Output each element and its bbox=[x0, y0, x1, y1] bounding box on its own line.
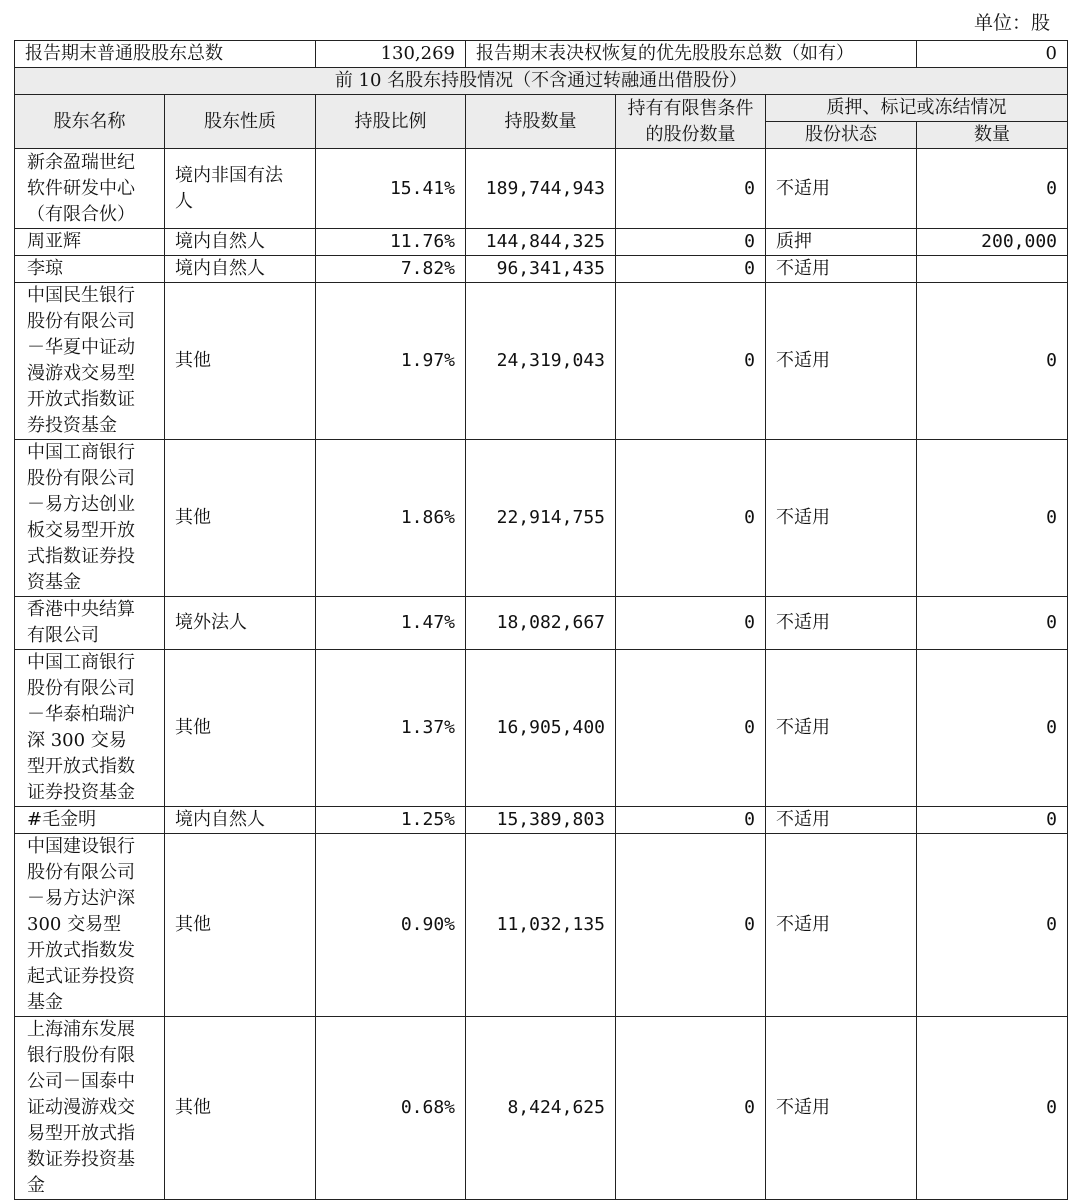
pledged-quantity: 0 bbox=[917, 283, 1068, 440]
summary-row bbox=[15, 41, 1068, 68]
shareholder-nature: 境内非国有法 人 bbox=[165, 149, 316, 229]
shareholder-table bbox=[14, 40, 1068, 1200]
shareholder-nature: 其他 bbox=[165, 834, 316, 1017]
restricted-quantity: 0 bbox=[616, 283, 766, 440]
shareholder-name: 中国建设银行 股份有限公司 －易方达沪深 300 交易型 开放式指数发 起式证券投资 基金 bbox=[15, 834, 165, 1017]
shareholder-nature: 境外法人 bbox=[165, 597, 316, 650]
shareholder-nature: 境内自然人 bbox=[165, 256, 316, 283]
pledged-quantity: 0 bbox=[917, 650, 1068, 807]
shareholder-nature: 其他 bbox=[165, 440, 316, 597]
common-holders-value: 130,269 bbox=[316, 41, 466, 68]
shareholder-name: 中国工商银行 股份有限公司 －易方达创业 板交易型开放 式指数证券投 资基金 bbox=[15, 440, 165, 597]
shareholder-name: #毛金明 bbox=[15, 807, 165, 834]
table-row bbox=[15, 597, 1068, 650]
restricted-quantity: 0 bbox=[616, 807, 766, 834]
holding-ratio: 15.41% bbox=[316, 149, 466, 229]
holding-quantity: 8,424,625 bbox=[466, 1017, 616, 1200]
shareholder-name: 新余盈瑞世纪 软件研发中心 （有限合伙） bbox=[15, 149, 165, 229]
restricted-quantity: 0 bbox=[616, 834, 766, 1017]
pledged-quantity: 0 bbox=[917, 149, 1068, 229]
pledge-status: 不适用 bbox=[766, 597, 917, 650]
holding-quantity: 96,341,435 bbox=[466, 256, 616, 283]
holding-ratio: 1.97% bbox=[316, 283, 466, 440]
pledged-quantity: 0 bbox=[917, 597, 1068, 650]
restricted-quantity: 0 bbox=[616, 650, 766, 807]
restricted-quantity: 0 bbox=[616, 149, 766, 229]
pledge-status: 不适用 bbox=[766, 1017, 917, 1200]
table-row bbox=[15, 256, 1068, 283]
holding-quantity: 189,744,943 bbox=[466, 149, 616, 229]
common-holders-label: 报告期末普通股股东总数 bbox=[15, 41, 316, 68]
table-row bbox=[15, 283, 1068, 440]
holding-quantity: 11,032,135 bbox=[466, 834, 616, 1017]
preferred-holders-value: 0 bbox=[917, 41, 1068, 68]
shareholder-nature: 境内自然人 bbox=[165, 807, 316, 834]
holding-ratio: 0.90% bbox=[316, 834, 466, 1017]
pledged-quantity: 0 bbox=[917, 440, 1068, 597]
holding-ratio: 1.25% bbox=[316, 807, 466, 834]
pledge-status: 不适用 bbox=[766, 834, 917, 1017]
restricted-quantity: 0 bbox=[616, 229, 766, 256]
table-row bbox=[15, 229, 1068, 256]
shareholder-name: 李琼 bbox=[15, 256, 165, 283]
shareholder-nature: 其他 bbox=[165, 283, 316, 440]
pledged-quantity: 0 bbox=[917, 1017, 1068, 1200]
header-pledge-group: 质押、标记或冻结情况 bbox=[766, 95, 1068, 122]
pledged-quantity: 0 bbox=[917, 807, 1068, 834]
header-name: 股东名称 bbox=[15, 95, 165, 149]
shareholder-name: 中国民生银行 股份有限公司 －华夏中证动 漫游戏交易型 开放式指数证 券投资基金 bbox=[15, 283, 165, 440]
table-row bbox=[15, 807, 1068, 834]
restricted-quantity: 0 bbox=[616, 597, 766, 650]
shareholder-name: 香港中央结算 有限公司 bbox=[15, 597, 165, 650]
pledge-status: 不适用 bbox=[766, 807, 917, 834]
holding-quantity: 22,914,755 bbox=[466, 440, 616, 597]
holding-ratio: 0.68% bbox=[316, 1017, 466, 1200]
table-row bbox=[15, 650, 1068, 807]
header-restricted: 持有有限售条件的股份数量 bbox=[616, 95, 766, 149]
preferred-holders-label: 报告期末表决权恢复的优先股股东总数（如有） bbox=[466, 41, 917, 68]
header-ratio: 持股比例 bbox=[316, 95, 466, 149]
pledge-status: 质押 bbox=[766, 229, 917, 256]
shareholder-nature: 其他 bbox=[165, 650, 316, 807]
holding-quantity: 18,082,667 bbox=[466, 597, 616, 650]
header-pledge-status: 股份状态 bbox=[766, 122, 917, 149]
section-title-row bbox=[15, 68, 1068, 95]
header-quantity: 持股数量 bbox=[466, 95, 616, 149]
restricted-quantity: 0 bbox=[616, 440, 766, 597]
pledge-status: 不适用 bbox=[766, 650, 917, 807]
shareholder-name: 上海浦东发展 银行股份有限 公司－国泰中 证动漫游戏交 易型开放式指 数证券投资基 金 bbox=[15, 1017, 165, 1200]
header-nature: 股东性质 bbox=[165, 95, 316, 149]
pledge-status: 不适用 bbox=[766, 256, 917, 283]
holding-ratio: 1.37% bbox=[316, 650, 466, 807]
pledged-quantity bbox=[917, 256, 1068, 283]
holding-quantity: 144,844,325 bbox=[466, 229, 616, 256]
table-row bbox=[15, 834, 1068, 1017]
holding-ratio: 1.47% bbox=[316, 597, 466, 650]
shareholder-name: 中国工商银行 股份有限公司 －华泰柏瑞沪 深 300 交易 型开放式指数 证券投资基金 bbox=[15, 650, 165, 807]
data-rows bbox=[15, 149, 1068, 1200]
holding-ratio: 7.82% bbox=[316, 256, 466, 283]
pledged-quantity: 200,000 bbox=[917, 229, 1068, 256]
table-row bbox=[15, 149, 1068, 229]
shareholder-nature: 境内自然人 bbox=[165, 229, 316, 256]
pledge-status: 不适用 bbox=[766, 283, 917, 440]
header-row-1 bbox=[15, 95, 1068, 122]
section-title: 前 10 名股东持股情况（不含通过转融通出借股份） bbox=[15, 68, 1068, 95]
restricted-quantity: 0 bbox=[616, 256, 766, 283]
pledged-quantity: 0 bbox=[917, 834, 1068, 1017]
pledge-status: 不适用 bbox=[766, 440, 917, 597]
pledge-status: 不适用 bbox=[766, 149, 917, 229]
table-row bbox=[15, 1017, 1068, 1200]
restricted-quantity: 0 bbox=[616, 1017, 766, 1200]
shareholder-name: 周亚辉 bbox=[15, 229, 165, 256]
holding-quantity: 15,389,803 bbox=[466, 807, 616, 834]
unit-label: 单位：股 bbox=[973, 12, 1050, 34]
header-pledge-quantity: 数量 bbox=[917, 122, 1068, 149]
holding-quantity: 16,905,400 bbox=[466, 650, 616, 807]
holding-ratio: 1.86% bbox=[316, 440, 466, 597]
holding-ratio: 11.76% bbox=[316, 229, 466, 256]
table-row bbox=[15, 440, 1068, 597]
holding-quantity: 24,319,043 bbox=[466, 283, 616, 440]
shareholder-nature: 其他 bbox=[165, 1017, 316, 1200]
